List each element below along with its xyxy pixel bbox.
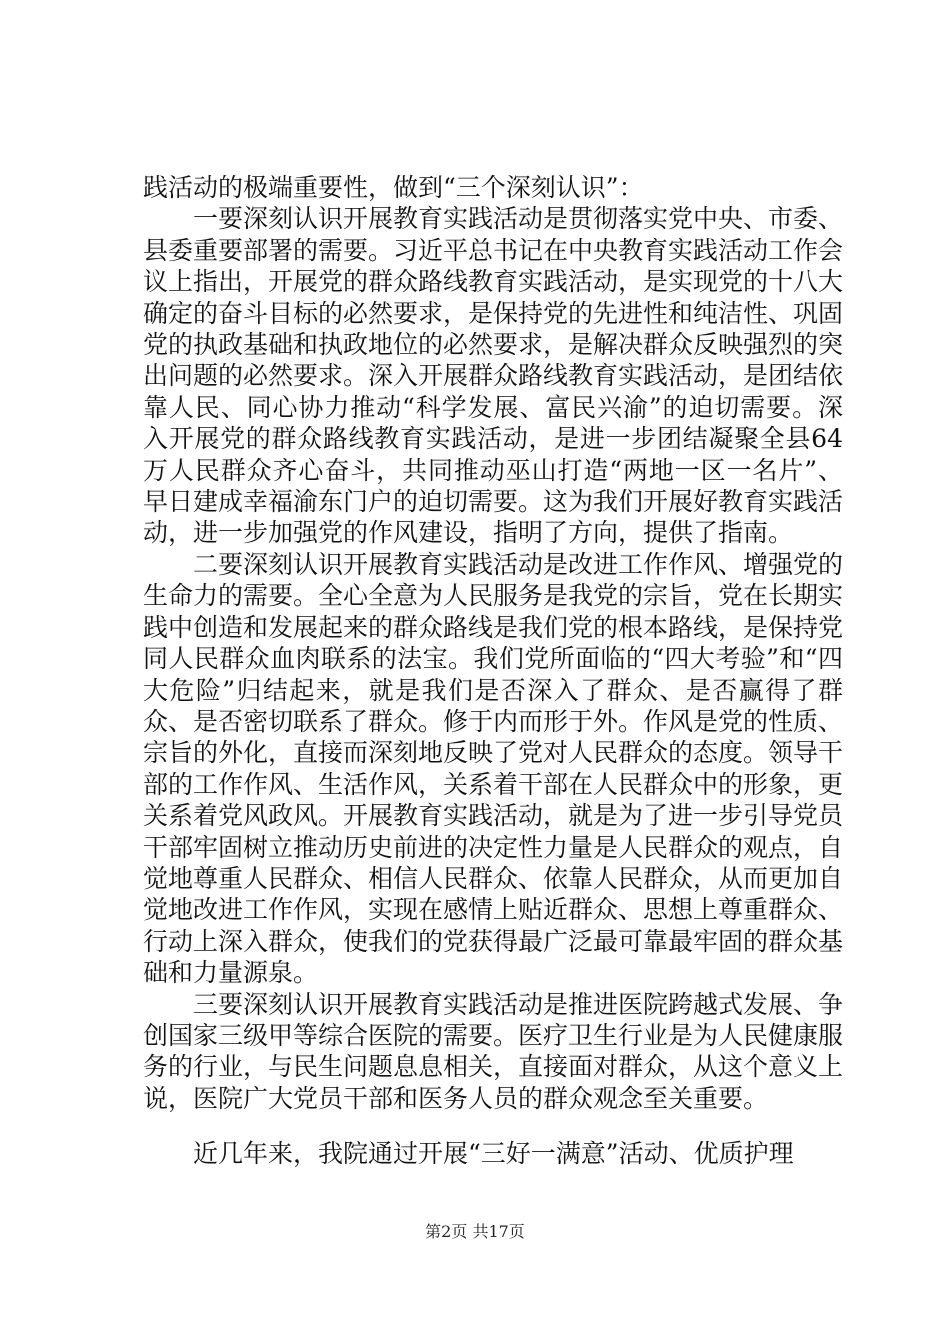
paragraph-point-three: 三要深刻认识开展教育实践活动是推进医院跨越式发展、争创国家三级甲等综合医院的需要。医疗卫生行业是为人民健康服务的行业，与民生问题息息相关，直接面对群众，从这个意义上说，医院广大党员干部和医务人员的群众观念至关重要。 xyxy=(143,989,844,1113)
page-number-footer: 第2页 共17页 xyxy=(425,1222,525,1241)
document-body xyxy=(143,172,843,1170)
paragraph-recent-years: 近几年来，我院通过开展“三好一满意”活动、优质护理 xyxy=(193,1139,794,1169)
paragraph-continuation: 践活动的极端重要性，做到“三个深刻认识”： xyxy=(143,173,644,202)
paragraph-point-two: 二要深刻认识开展教育实践活动是改进工作作风、增强党的生命力的需要。全心全意为人民服务是我党的宗旨，党在长期实践中创造和发展起来的群众路线是我们党的根本路线，是保持党同人民群众血肉联系的法宝。我们党所面临的“四大考验”和“四大危险”归结起来，就是我们是否深入了群众、是否赢得了群众、是否密切联系了群众。修于内而形于外。作风是党的性质、宗旨的外化，直接而深刻地反映了党对人民群众的态度。领导干部的工作作风、生活作风，关系着干部在人民群众中的形象，更关系着党风政风。开展教育实践活动，就是为了进一步引导党员干部牢固树立推动历史前进的决定性力量是人民群众的观点，自觉地尊重人民群众、相信人民群众、依靠人民群众，从而更加自觉地改进工作作风，实现在感情上贴近群众、思想上尊重群众、行动上深入群众，使我们的党获得最广泛最可靠最牢固的群众基础和力量源泉。 xyxy=(143,549,844,988)
paragraph-point-one: 一要深刻认识开展教育实践活动是贯彻落实党中央、市委、县委重要部署的需要。习近平总书记在中央教育实践活动工作会议上指出，开展党的群众路线教育实践活动，是实现党的十八大确定的奋斗目标的必然要求，是保持党的先进性和纯洁性、巩固党的执政基础和执政地位的必然要求，是解决群众反映强烈的突出问题的必然要求。深入开展群众路线教育实践活动，是团结依靠人民、同心协力推动“科学发展、富民兴渝”的迫切需要。深入开展党的群众路线教育实践活动，是进一步团结凝聚全县64万人民群众齐心奋斗，共同推动巫山打造“两地一区一名片”、早日建成幸福渝东门户的迫切需要。这为我们开展好教育实践活动，进一步加强党的作风建设，指明了方向，提供了指南。 xyxy=(143,204,844,548)
